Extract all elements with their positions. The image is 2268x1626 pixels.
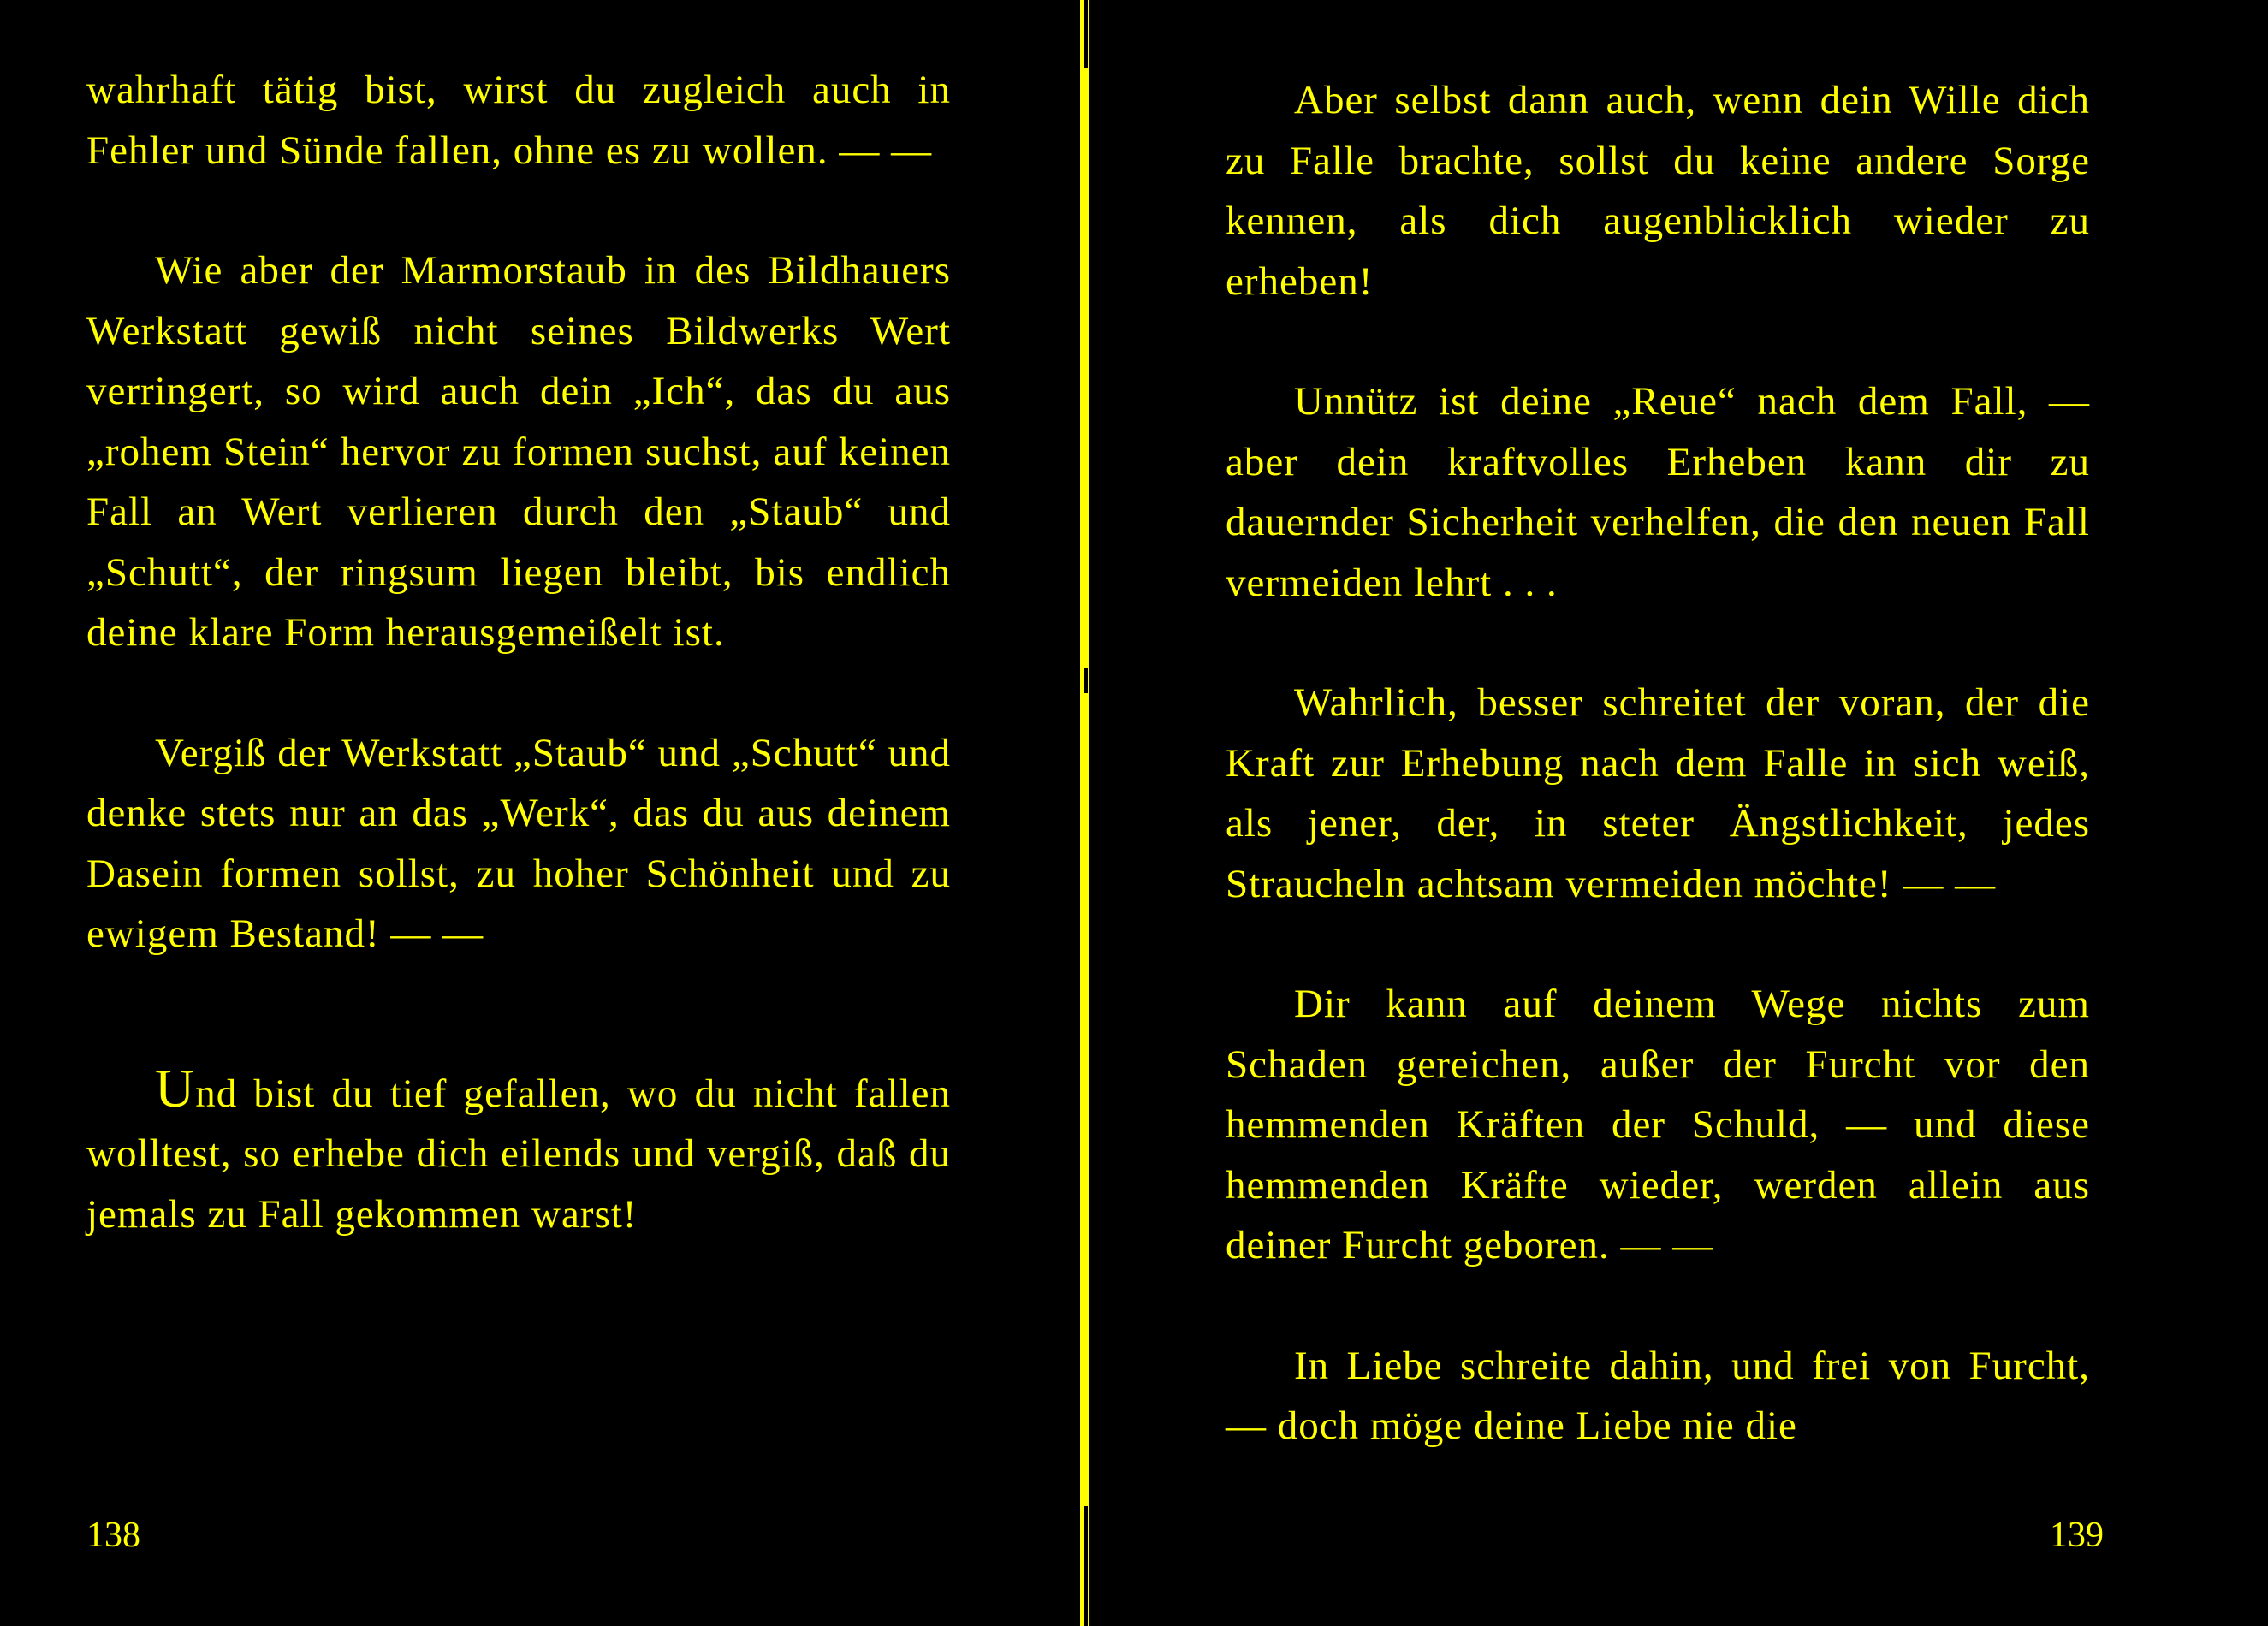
- left-page-text: [86, 60, 951, 1244]
- left-paragraph-2: Wie aber der Marmorstaub in des Bildhauers Werkstatt gewiß nicht seines Bildwerks Wert verringert, so wird auch dein „Ich“, das du aus „rohem Stein“ hervor zu formen suchst, auf keinen Fall an Wert verlieren durch den „Staub“ und „Schutt“, der ringsum liegen bleibt, bis endlich deine klare Form herausgemeißelt ist.: [86, 248, 951, 655]
- right-paragraph-1: Aber selbst dann auch, wenn dein Wille dich zu Falle brachte, sollst du keine andere Sorge kennen, als dich augenblicklich wieder zu erheben!: [1226, 78, 2090, 304]
- spine-notch-middle: [1084, 668, 1088, 693]
- left-paragraph-3: Vergiß der Werkstatt „Staub“ und „Schutt“ und denke stets nur an das „Werk“, das du aus deinem Dasein formen sollst, zu hoher Schönheit und zu ewigem Bestand! — —: [86, 730, 951, 956]
- spine-notch-top: [1084, 0, 1088, 68]
- right-paragraph-2: Unnütz ist deine „Reue“ nach dem Fall, — aber dein kraftvolles Erheben kann dir zu dauernder Sicherheit verhelfen, die den neuen Fall vermeiden lehrt . . .: [1226, 379, 2090, 605]
- spine-notch-bottom: [1084, 1506, 1088, 1626]
- right-paragraph-3: Wahrlich, besser schreitet der voran, der die Kraft zur Erhebung nach dem Falle in sich weiß, als jener, der, in steter Ängstlichkeit, jedes Straucheln achtsam vermeiden möchte! — —: [1226, 680, 2090, 906]
- left-paragraph-1: wahrhaft tätig bist, wirst du zugleich auch in Fehler und Sünde fallen, ohne es zu wollen. — —: [86, 68, 951, 173]
- right-paragraph-4: Dir kann auf deinem Wege nichts zum Schaden gereichen, außer der Furcht vor den hemmenden Kräften der Schuld, — und diese hemmenden Kräfte wieder, werden allein aus deiner Furcht geboren. — —: [1226, 982, 2090, 1267]
- left-page: [0, 0, 1080, 1626]
- left-paragraph-4: Und bist du tief gefallen, wo du nicht fallen wolltest, so erhebe dich eilends und vergiß, daß du jemals zu Fall gekommen warst!: [86, 1057, 951, 1237]
- page-number-left: 138: [86, 1516, 140, 1555]
- page-number-right: 139: [2050, 1516, 2104, 1555]
- right-page: [1100, 0, 2268, 1626]
- right-paragraph-5: In Liebe schreite dahin, und frei von Furcht, — doch möge deine Liebe nie die: [1226, 1343, 2090, 1448]
- right-page-text: [1226, 70, 2090, 1457]
- book-spine: [1080, 0, 1089, 1626]
